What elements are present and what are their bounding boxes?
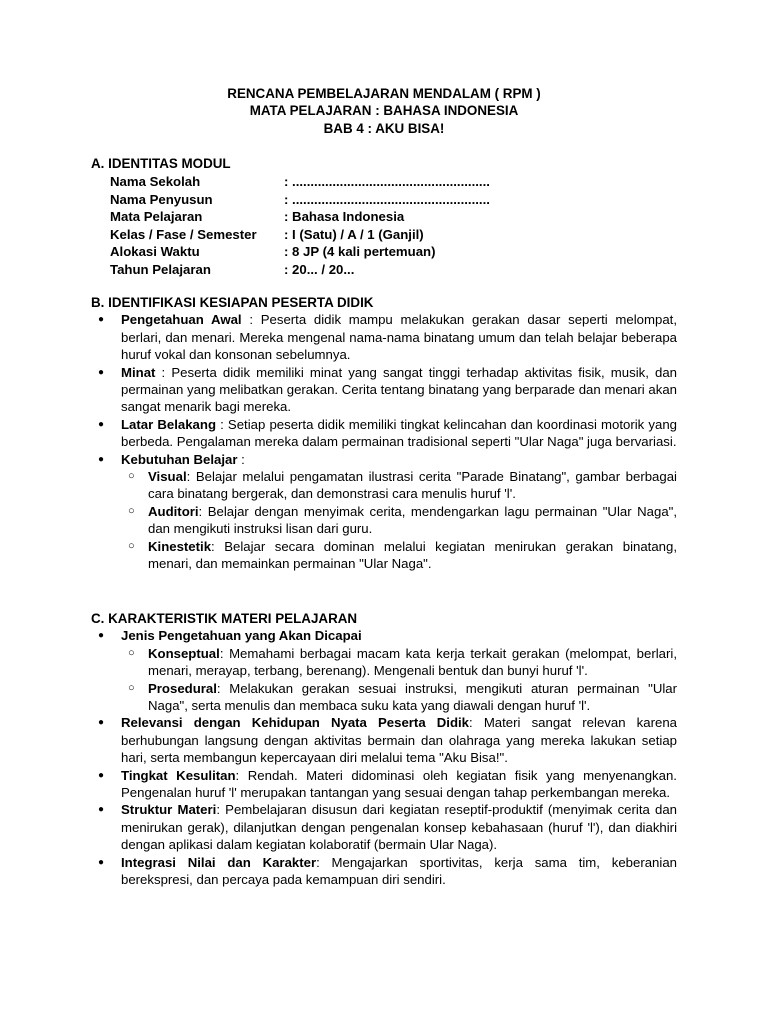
identity-label: Mata Pelajaran bbox=[110, 209, 203, 225]
list-item bbox=[91, 767, 677, 802]
list-item bbox=[91, 364, 677, 416]
item-text: : Belajar dengan menyimak cerita, mendengarkan lagu permainan "Ular Naga", dan mengikuti instruksi lisan dari guru. bbox=[148, 503, 677, 537]
sub-list-item bbox=[121, 503, 677, 538]
item-text: : Rendah. Materi didominasi oleh kegiatan fisik yang menyenangkan. Pengenalan huruf 'l' merupakan tantangan yang sesuai dengan tahap perkembangan mereka. bbox=[121, 767, 677, 801]
identity-row bbox=[91, 243, 677, 261]
section-c-title: C. KARAKTERISTIK MATERI PELAJARAN bbox=[91, 611, 358, 626]
item-text: : Mengajarkan sportivitas, kerja sama tim, keberanian berekspresi, dan percaya pada kemampuan diri sendiri. bbox=[121, 854, 677, 888]
sub-list-item bbox=[121, 468, 677, 503]
identity-value: : ...................................................... bbox=[284, 191, 490, 207]
item-text: : Pembelajaran disusun dari kegiatan reseptif-produktif (menyimak cerita dan menirukan gerak), dilanjutkan dengan pengenalan konsep kebahasaan (huruf 'l'), dan diakhiri dengan aplikasi dalam kegiatan kolaboratif (bermain Ular Naga). bbox=[121, 802, 677, 853]
identity-value: : Bahasa Indonesia bbox=[284, 209, 405, 225]
identity-row bbox=[91, 261, 677, 279]
learning-needs-list bbox=[121, 468, 677, 572]
identity-row bbox=[91, 191, 677, 209]
identity-label: Alokasi Waktu bbox=[110, 244, 200, 260]
section-kesiapan-peserta-didik bbox=[91, 294, 677, 573]
section-b-list bbox=[91, 311, 677, 572]
identity-label: Nama Sekolah bbox=[110, 174, 201, 190]
header-subject: MATA PELAJARAN : BAHASA INDONESIA bbox=[249, 103, 519, 119]
identity-value: : ...................................................... bbox=[284, 174, 490, 190]
item-term: Relevansi dengan Kehidupan Nyata Peserta Didik bbox=[121, 715, 470, 731]
item-text: : Materi sangat relevan karena berhubungan langsung dengan aktivitas bermain dan olahraga yang mereka lakukan setiap hari, serta membangun kepercayaan diri melalui tema "Aku Bisa!". bbox=[121, 715, 677, 766]
item-text: : Peserta didik memiliki minat yang sangat tinggi terhadap aktivitas fisik, musik, dan permainan yang melibatkan gerakan. Cerita tentang binatang yang berparade dan menari akan sangat menarik bagi mereka. bbox=[121, 364, 677, 415]
item-term: Konseptual bbox=[148, 645, 220, 661]
list-item bbox=[91, 854, 677, 889]
sub-list-item bbox=[121, 680, 677, 715]
item-text: : Melakukan gerakan sesuai instruksi, mengikuti aturan permainan "Ular Naga", serta menulis dan membaca suku kata yang diawali dengan huruf 'l'. bbox=[148, 680, 677, 714]
item-term: Prosedural bbox=[148, 680, 217, 696]
identity-label: Tahun Pelajaran bbox=[110, 261, 211, 277]
list-item bbox=[91, 451, 677, 573]
item-term: Kebutuhan Belajar bbox=[121, 451, 238, 467]
identity-value: : 8 JP (4 kali pertemuan) bbox=[284, 244, 436, 260]
item-text: : Memahami berbagai macam kata kerja terkait gerakan (melompat, berlari, menari, merayap, terbang, berenang). Mengenali bentuk dan bunyi huruf 'l'. bbox=[148, 645, 677, 679]
section-b-title: B. IDENTIFIKASI KESIAPAN PESERTA DIDIK bbox=[91, 295, 374, 310]
section-karakteristik-materi bbox=[91, 610, 677, 889]
knowledge-types-list bbox=[121, 645, 677, 715]
list-item bbox=[91, 311, 677, 363]
identity-row bbox=[91, 173, 677, 191]
list-item bbox=[91, 801, 677, 853]
item-term: Jenis Pengetahuan yang Akan Dicapai bbox=[121, 628, 362, 644]
identity-row bbox=[91, 208, 677, 226]
item-term: Pengetahuan Awal bbox=[121, 312, 242, 328]
document-header bbox=[0, 85, 768, 137]
item-term: Struktur Materi bbox=[121, 802, 217, 818]
identity-label: Kelas / Fase / Semester bbox=[110, 226, 257, 242]
item-text: : Peserta didik mampu melakukan gerakan dasar seperti melompat, berlari, dan menari. Mereka mengenal nama-nama binatang umum dan telah belajar beberapa huruf vokal dan konsonan sebelumnya. bbox=[121, 312, 677, 363]
sub-list-item bbox=[121, 645, 677, 680]
sub-list-item bbox=[121, 538, 677, 573]
list-item bbox=[91, 416, 677, 451]
item-text: : bbox=[237, 451, 245, 467]
item-term: Tingkat Kesulitan bbox=[121, 767, 236, 783]
section-c-list bbox=[91, 627, 677, 888]
item-term: Integrasi Nilai dan Karakter bbox=[121, 854, 317, 870]
list-item bbox=[91, 627, 677, 714]
item-term: Kinestetik bbox=[148, 538, 212, 554]
item-term: Visual bbox=[148, 469, 187, 485]
identity-value: : 20... / 20... bbox=[284, 261, 355, 277]
item-text: : Setiap peserta didik memiliki tingkat kelincahan dan koordinasi motorik yang berbeda. Pengalaman mereka dalam permainan tradisional seperti "Ular Naga" juga bervariasi. bbox=[121, 416, 677, 450]
header-chapter: BAB 4 : AKU BISA! bbox=[323, 120, 445, 136]
item-text: : Belajar melalui pengamatan ilustrasi cerita "Parade Binatang", gambar berbagai cara binatang bergerak, dan demonstrasi cara menulis huruf 'l'. bbox=[148, 469, 677, 502]
item-term: Latar Belakang bbox=[121, 416, 217, 432]
section-a-title: A. IDENTITAS MODUL bbox=[91, 156, 231, 171]
item-term: Minat bbox=[121, 364, 156, 380]
identity-label: Nama Penyusun bbox=[110, 191, 213, 207]
section-identitas-modul bbox=[91, 155, 677, 278]
item-term: Auditori bbox=[148, 503, 199, 519]
list-item bbox=[91, 714, 677, 766]
header-title: RENCANA PEMBELAJARAN MENDALAM ( RPM ) bbox=[227, 86, 541, 101]
item-text: : Belajar secara dominan melalui kegiatan menirukan gerakan binatang, menari, dan memainkan permainan "Ular Naga". bbox=[148, 538, 677, 572]
identity-row bbox=[91, 226, 677, 244]
identity-value: : I (Satu) / A / 1 (Ganjil) bbox=[284, 226, 424, 242]
